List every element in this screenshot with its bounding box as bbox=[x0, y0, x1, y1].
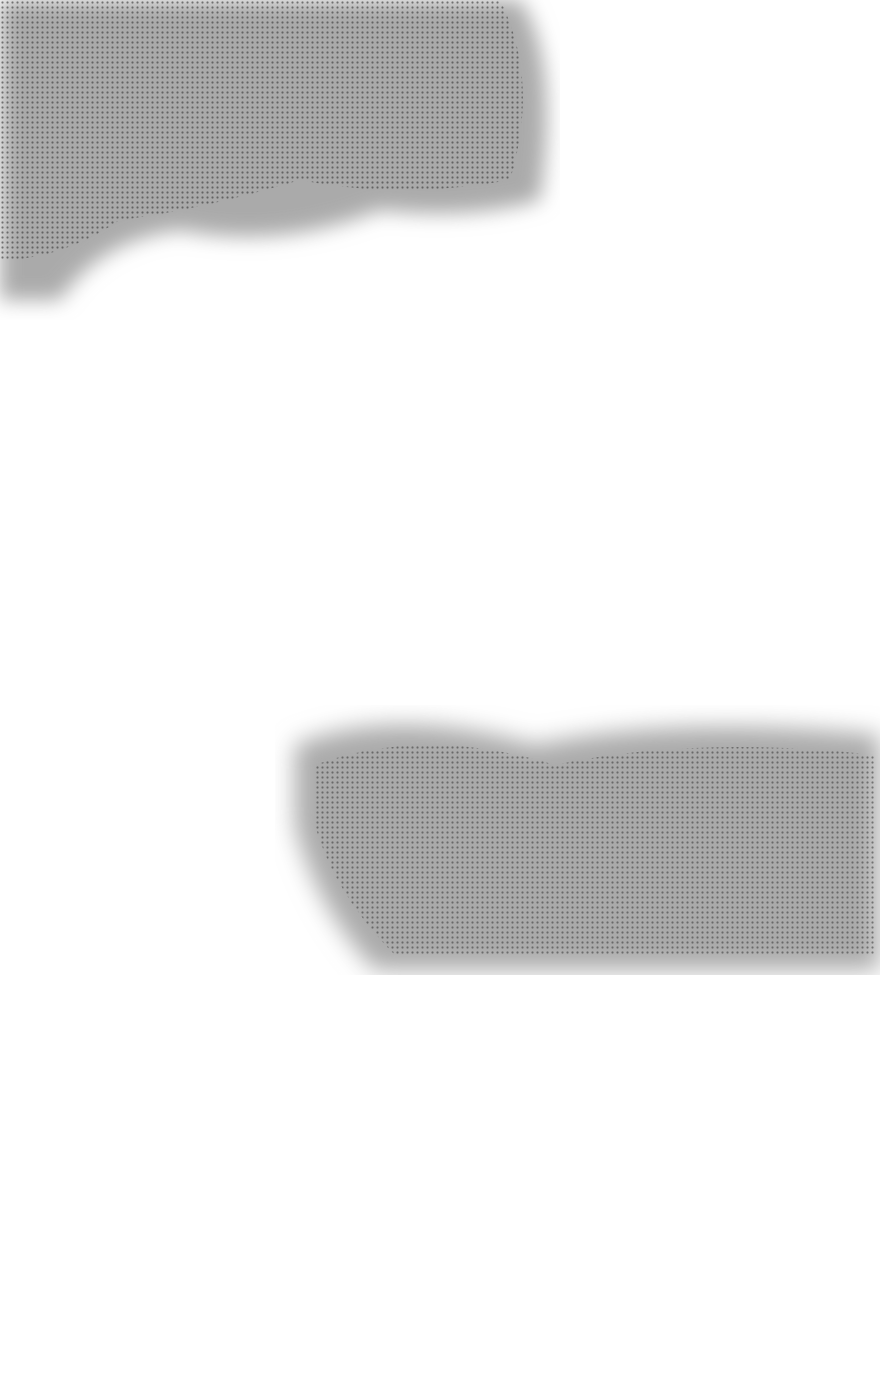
butterfly-ornament-middle bbox=[275, 705, 880, 975]
afterword-letter bbox=[166, 250, 806, 278]
